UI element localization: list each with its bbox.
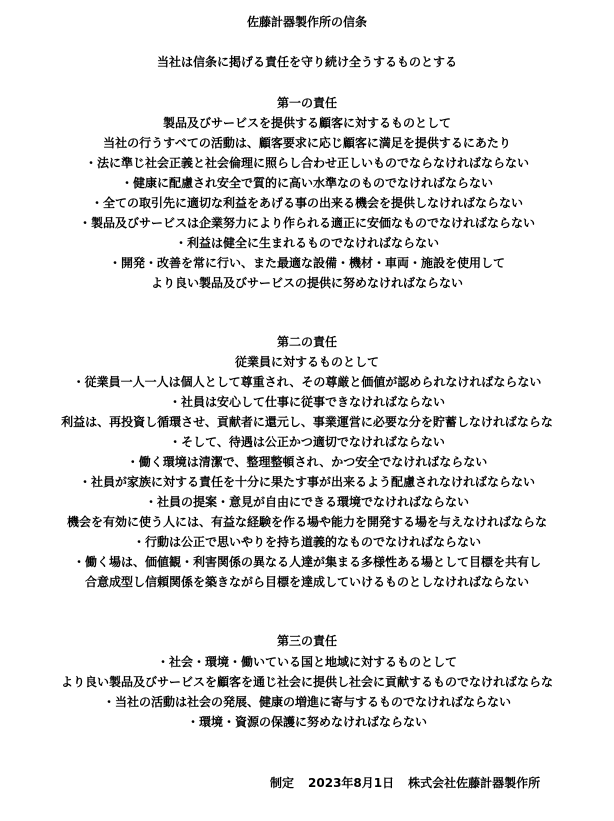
company-name: 株式会社佐藤計器製作所 [408,776,541,790]
section-3-line: ・当社の活動は社会の発展、健康の増進に寄与するものでなければならない [102,695,511,709]
section-1-line: ・開発・改善を常に行い、また最適な設備・機材・車両・施設を使用して [108,256,505,270]
section-2-line: ・社員は安心して仕事に従事できなければならない [168,395,445,409]
section-2-line: ・そして、待遇は公正かつ適切でなければならない [169,435,445,449]
section-2-line: 従業員に対するものとして [234,355,379,369]
section-1-line: ・健康に配慮され安全で質的に高い水準なのものでなければならない [120,176,493,190]
section-2-line: ・従業員一人一人は個人として尊重され、その尊厳と価値が認められなければならない [72,375,542,389]
enactment-footer [270,776,540,790]
section-1-line: 当社の行うすべての活動は、顧客要求に応じ顧客に満足を提供するにあたり [103,136,511,150]
section-1-heading: 第一の責任 [276,96,337,110]
section-1-line: ・全ての取引先に適切な利益をあげる事の出来る機会を提供しなければならない [90,196,523,210]
section-2-line: ・行動は公正で思いやりを持ち道義的なものでなければならない [132,535,481,549]
enactment-date: 2023年8月1日 [308,776,395,790]
document-intro: 当社は信条に掲げる責任を守り続け全うするものとする [156,55,457,69]
section-2-line: 合意成型し信頼関係を築きながら目標を達成していけるものとしなければならない [84,575,529,589]
section-3-heading: 第三の責任 [276,634,337,648]
document-title: 佐藤計器製作所の信条 [246,15,367,29]
enactment-label: 制定 [270,776,295,790]
section-3-line: ・社会・環境・働いている国と地域に対するものとして [156,655,457,669]
section-2-line: 利益は、再投資し循環させ、貢献者に還元し、事業運営に必要な分を貯蓄しなければならな [61,415,553,429]
section-1-line: ・製品及びサービスは企業努力により作られる適正に安価なものでなければならない [78,216,535,230]
section-3-line: ・環境・資源の保護に努めなければならない [186,715,427,729]
section-2-line: ・社員の提案・意見が自由にできる環境でなければならない [144,495,469,509]
section-1-line: 製品及びサービスを提供する顧客に対するものとして [162,116,451,130]
section-1-line: より良い製品及びサービスの提供に努めなければならない [150,276,463,290]
section-2-line: ・社員が家族に対する責任を十分に果たす事が出来るよう配慮されなければならない [78,475,535,489]
section-2-line: ・働く環境は清潔で、整理整頓され、かつ安全でなければならない [126,455,488,469]
section-1-line: ・利益は健全に生まれるものでなければならない [174,236,439,250]
section-2-heading: 第二の責任 [276,335,337,349]
section-2-line: ・働く場は、価値観・利害関係の異なる人達が集まる多様性ある場として目標を共有し [72,555,541,569]
section-3-line: より良い製品及びサービスを顧客を通じ社会に提供し社会に貢献するものでなければならな [60,675,553,689]
section-2-line: 機会を有効に使う人には、有益な経験を作る場や能力を開発する場を与えなければならな [66,515,547,529]
section-1-line: ・法に準じ社会正義と社会倫理に照らし合わせ正しいものでならなければならない [84,156,529,170]
